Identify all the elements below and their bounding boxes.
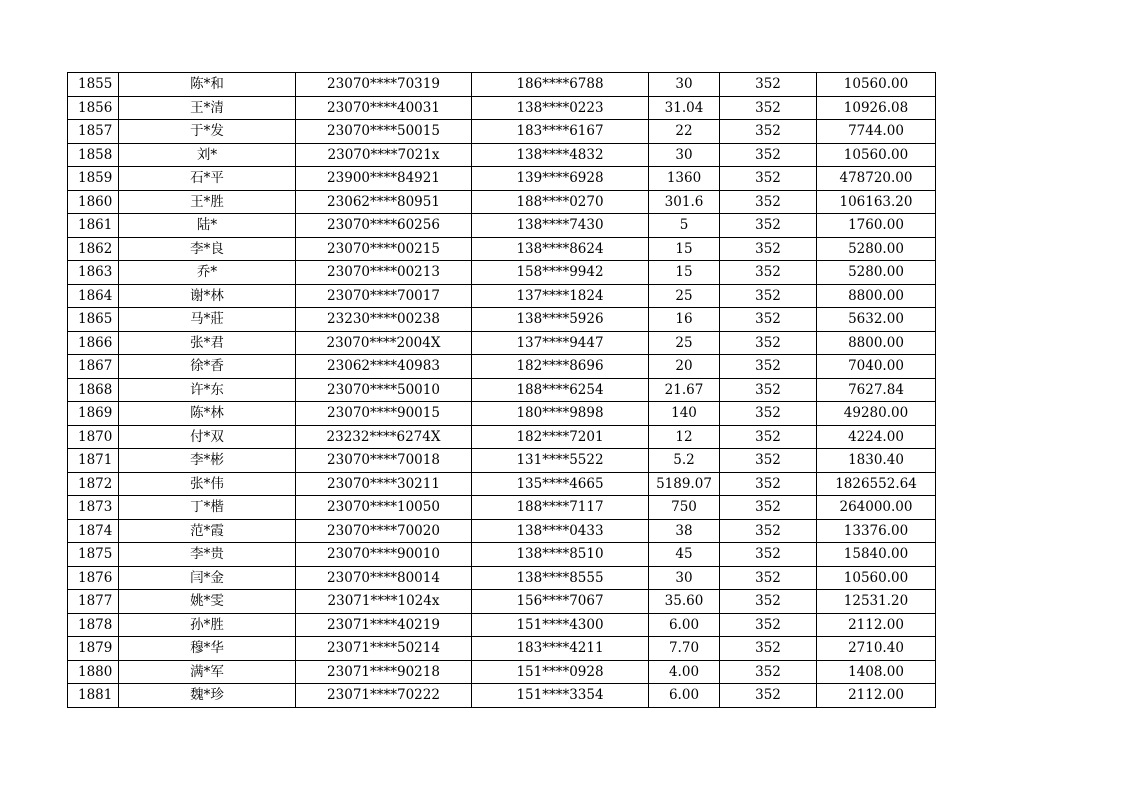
unit-price-cell: 352 [720,308,817,332]
row-number-cell: 1875 [68,543,119,567]
table-row [68,120,936,144]
table-row [68,143,936,167]
table-row [68,378,936,402]
quantity-cell: 35.60 [649,590,720,614]
row-number-cell: 1868 [68,378,119,402]
name-cell: 李*彬 [119,449,296,473]
name-cell: 陆* [119,214,296,238]
table-row [68,331,936,355]
row-number-cell: 1860 [68,190,119,214]
unit-price-cell: 352 [720,284,817,308]
name-cell: 徐*香 [119,355,296,379]
row-number-cell: 1867 [68,355,119,379]
id-number-cell: 23062****80951 [296,190,472,214]
records-table [67,72,936,708]
phone-cell: 138****8510 [472,543,649,567]
quantity-cell: 21.67 [649,378,720,402]
phone-cell: 188****6254 [472,378,649,402]
amount-cell: 7040.00 [817,355,936,379]
name-cell: 姚*雯 [119,590,296,614]
row-number-cell: 1878 [68,613,119,637]
amount-cell: 8800.00 [817,284,936,308]
row-number-cell: 1872 [68,472,119,496]
unit-price-cell: 352 [720,660,817,684]
amount-cell: 1760.00 [817,214,936,238]
unit-price-cell: 352 [720,143,817,167]
phone-cell: 151****4300 [472,613,649,637]
id-number-cell: 23070****50010 [296,378,472,402]
id-number-cell: 23070****90015 [296,402,472,426]
unit-price-cell: 352 [720,472,817,496]
amount-cell: 5632.00 [817,308,936,332]
phone-cell: 156****7067 [472,590,649,614]
amount-cell: 1408.00 [817,660,936,684]
amount-cell: 264000.00 [817,496,936,520]
quantity-cell: 45 [649,543,720,567]
phone-cell: 138****0223 [472,96,649,120]
quantity-cell: 5 [649,214,720,238]
quantity-cell: 38 [649,519,720,543]
id-number-cell: 23070****70018 [296,449,472,473]
phone-cell: 158****9942 [472,261,649,285]
unit-price-cell: 352 [720,402,817,426]
amount-cell: 1830.40 [817,449,936,473]
table-row [68,308,936,332]
table-row [68,496,936,520]
name-cell: 刘* [119,143,296,167]
amount-cell: 8800.00 [817,331,936,355]
amount-cell: 15840.00 [817,543,936,567]
phone-cell: 186****6788 [472,73,649,97]
id-number-cell: 23071****1024x [296,590,472,614]
table-row [68,261,936,285]
id-number-cell: 23071****50214 [296,637,472,661]
id-number-cell: 23070****70319 [296,73,472,97]
phone-cell: 138****4832 [472,143,649,167]
quantity-cell: 20 [649,355,720,379]
unit-price-cell: 352 [720,120,817,144]
quantity-cell: 15 [649,261,720,285]
name-cell: 王*胜 [119,190,296,214]
records-table-body [68,73,936,708]
name-cell: 李*良 [119,237,296,261]
amount-cell: 7627.84 [817,378,936,402]
phone-cell: 182****8696 [472,355,649,379]
unit-price-cell: 352 [720,590,817,614]
amount-cell: 10560.00 [817,566,936,590]
quantity-cell: 30 [649,143,720,167]
name-cell: 满*军 [119,660,296,684]
phone-cell: 188****0270 [472,190,649,214]
name-cell: 谢*林 [119,284,296,308]
unit-price-cell: 352 [720,519,817,543]
phone-cell: 182****7201 [472,425,649,449]
amount-cell: 2710.40 [817,637,936,661]
table-row [68,519,936,543]
row-number-cell: 1859 [68,167,119,191]
row-number-cell: 1880 [68,660,119,684]
quantity-cell: 12 [649,425,720,449]
name-cell: 王*清 [119,96,296,120]
phone-cell: 138****0433 [472,519,649,543]
table-row [68,96,936,120]
amount-cell: 4224.00 [817,425,936,449]
amount-cell: 10926.08 [817,96,936,120]
quantity-cell: 301.6 [649,190,720,214]
phone-cell: 139****6928 [472,167,649,191]
name-cell: 丁*楷 [119,496,296,520]
row-number-cell: 1862 [68,237,119,261]
table-row [68,214,936,238]
quantity-cell: 16 [649,308,720,332]
id-number-cell: 23070****30211 [296,472,472,496]
table-row [68,425,936,449]
unit-price-cell: 352 [720,543,817,567]
quantity-cell: 6.00 [649,684,720,708]
id-number-cell: 23071****90218 [296,660,472,684]
phone-cell: 138****8555 [472,566,649,590]
table-row [68,237,936,261]
name-cell: 陈*和 [119,73,296,97]
id-number-cell: 23070****7021x [296,143,472,167]
quantity-cell: 7.70 [649,637,720,661]
table-row [68,590,936,614]
unit-price-cell: 352 [720,449,817,473]
row-number-cell: 1863 [68,261,119,285]
quantity-cell: 4.00 [649,660,720,684]
amount-cell: 5280.00 [817,237,936,261]
name-cell: 孙*胜 [119,613,296,637]
unit-price-cell: 352 [720,331,817,355]
phone-cell: 138****8624 [472,237,649,261]
amount-cell: 106163.20 [817,190,936,214]
table-row [68,190,936,214]
unit-price-cell: 352 [720,355,817,379]
table-row [68,684,936,708]
phone-cell: 138****7430 [472,214,649,238]
amount-cell: 5280.00 [817,261,936,285]
id-number-cell: 23070****90010 [296,543,472,567]
table-row [68,637,936,661]
row-number-cell: 1864 [68,284,119,308]
id-number-cell: 23070****50015 [296,120,472,144]
row-number-cell: 1870 [68,425,119,449]
unit-price-cell: 352 [720,214,817,238]
name-cell: 石*平 [119,167,296,191]
amount-cell: 13376.00 [817,519,936,543]
row-number-cell: 1873 [68,496,119,520]
unit-price-cell: 352 [720,237,817,261]
amount-cell: 1826552.64 [817,472,936,496]
row-number-cell: 1874 [68,519,119,543]
id-number-cell: 23900****84921 [296,167,472,191]
quantity-cell: 25 [649,284,720,308]
name-cell: 乔* [119,261,296,285]
name-cell: 于*发 [119,120,296,144]
table-row [68,660,936,684]
table-row [68,284,936,308]
name-cell: 穆*华 [119,637,296,661]
id-number-cell: 23070****70017 [296,284,472,308]
unit-price-cell: 352 [720,496,817,520]
unit-price-cell: 352 [720,425,817,449]
row-number-cell: 1855 [68,73,119,97]
id-number-cell: 23071****70222 [296,684,472,708]
table-row [68,543,936,567]
phone-cell: 151****3354 [472,684,649,708]
amount-cell: 2112.00 [817,613,936,637]
phone-cell: 183****4211 [472,637,649,661]
row-number-cell: 1865 [68,308,119,332]
name-cell: 李*贵 [119,543,296,567]
id-number-cell: 23070****10050 [296,496,472,520]
row-number-cell: 1866 [68,331,119,355]
quantity-cell: 30 [649,73,720,97]
id-number-cell: 23071****40219 [296,613,472,637]
amount-cell: 12531.20 [817,590,936,614]
row-number-cell: 1857 [68,120,119,144]
amount-cell: 10560.00 [817,143,936,167]
phone-cell: 135****4665 [472,472,649,496]
table-row [68,355,936,379]
quantity-cell: 25 [649,331,720,355]
name-cell: 张*君 [119,331,296,355]
unit-price-cell: 352 [720,73,817,97]
quantity-cell: 31.04 [649,96,720,120]
unit-price-cell: 352 [720,378,817,402]
row-number-cell: 1856 [68,96,119,120]
name-cell: 闫*金 [119,566,296,590]
quantity-cell: 750 [649,496,720,520]
amount-cell: 10560.00 [817,73,936,97]
amount-cell: 49280.00 [817,402,936,426]
quantity-cell: 1360 [649,167,720,191]
name-cell: 许*东 [119,378,296,402]
phone-cell: 137****9447 [472,331,649,355]
id-number-cell: 23070****00215 [296,237,472,261]
phone-cell: 138****5926 [472,308,649,332]
quantity-cell: 22 [649,120,720,144]
quantity-cell: 30 [649,566,720,590]
phone-cell: 180****9898 [472,402,649,426]
amount-cell: 478720.00 [817,167,936,191]
name-cell: 付*双 [119,425,296,449]
unit-price-cell: 352 [720,613,817,637]
table-row [68,402,936,426]
row-number-cell: 1881 [68,684,119,708]
unit-price-cell: 352 [720,96,817,120]
id-number-cell: 23070****00213 [296,261,472,285]
name-cell: 张*伟 [119,472,296,496]
quantity-cell: 5189.07 [649,472,720,496]
row-number-cell: 1858 [68,143,119,167]
quantity-cell: 6.00 [649,613,720,637]
id-number-cell: 23230****00238 [296,308,472,332]
phone-cell: 183****6167 [472,120,649,144]
phone-cell: 137****1824 [472,284,649,308]
row-number-cell: 1879 [68,637,119,661]
row-number-cell: 1877 [68,590,119,614]
id-number-cell: 23070****70020 [296,519,472,543]
quantity-cell: 140 [649,402,720,426]
row-number-cell: 1871 [68,449,119,473]
table-row [68,167,936,191]
name-cell: 马*莊 [119,308,296,332]
row-number-cell: 1869 [68,402,119,426]
unit-price-cell: 352 [720,684,817,708]
unit-price-cell: 352 [720,167,817,191]
id-number-cell: 23070****60256 [296,214,472,238]
quantity-cell: 15 [649,237,720,261]
row-number-cell: 1861 [68,214,119,238]
id-number-cell: 23070****2004X [296,331,472,355]
unit-price-cell: 352 [720,566,817,590]
amount-cell: 7744.00 [817,120,936,144]
name-cell: 魏*珍 [119,684,296,708]
row-number-cell: 1876 [68,566,119,590]
id-number-cell: 23062****40983 [296,355,472,379]
quantity-cell: 5.2 [649,449,720,473]
amount-cell: 2112.00 [817,684,936,708]
phone-cell: 188****7117 [472,496,649,520]
table-row [68,472,936,496]
table-row [68,566,936,590]
table-row [68,613,936,637]
unit-price-cell: 352 [720,637,817,661]
name-cell: 范*霞 [119,519,296,543]
phone-cell: 131****5522 [472,449,649,473]
table-row [68,449,936,473]
unit-price-cell: 352 [720,261,817,285]
id-number-cell: 23070****80014 [296,566,472,590]
id-number-cell: 23070****40031 [296,96,472,120]
table-row [68,73,936,97]
unit-price-cell: 352 [720,190,817,214]
name-cell: 陈*林 [119,402,296,426]
phone-cell: 151****0928 [472,660,649,684]
id-number-cell: 23232****6274X [296,425,472,449]
